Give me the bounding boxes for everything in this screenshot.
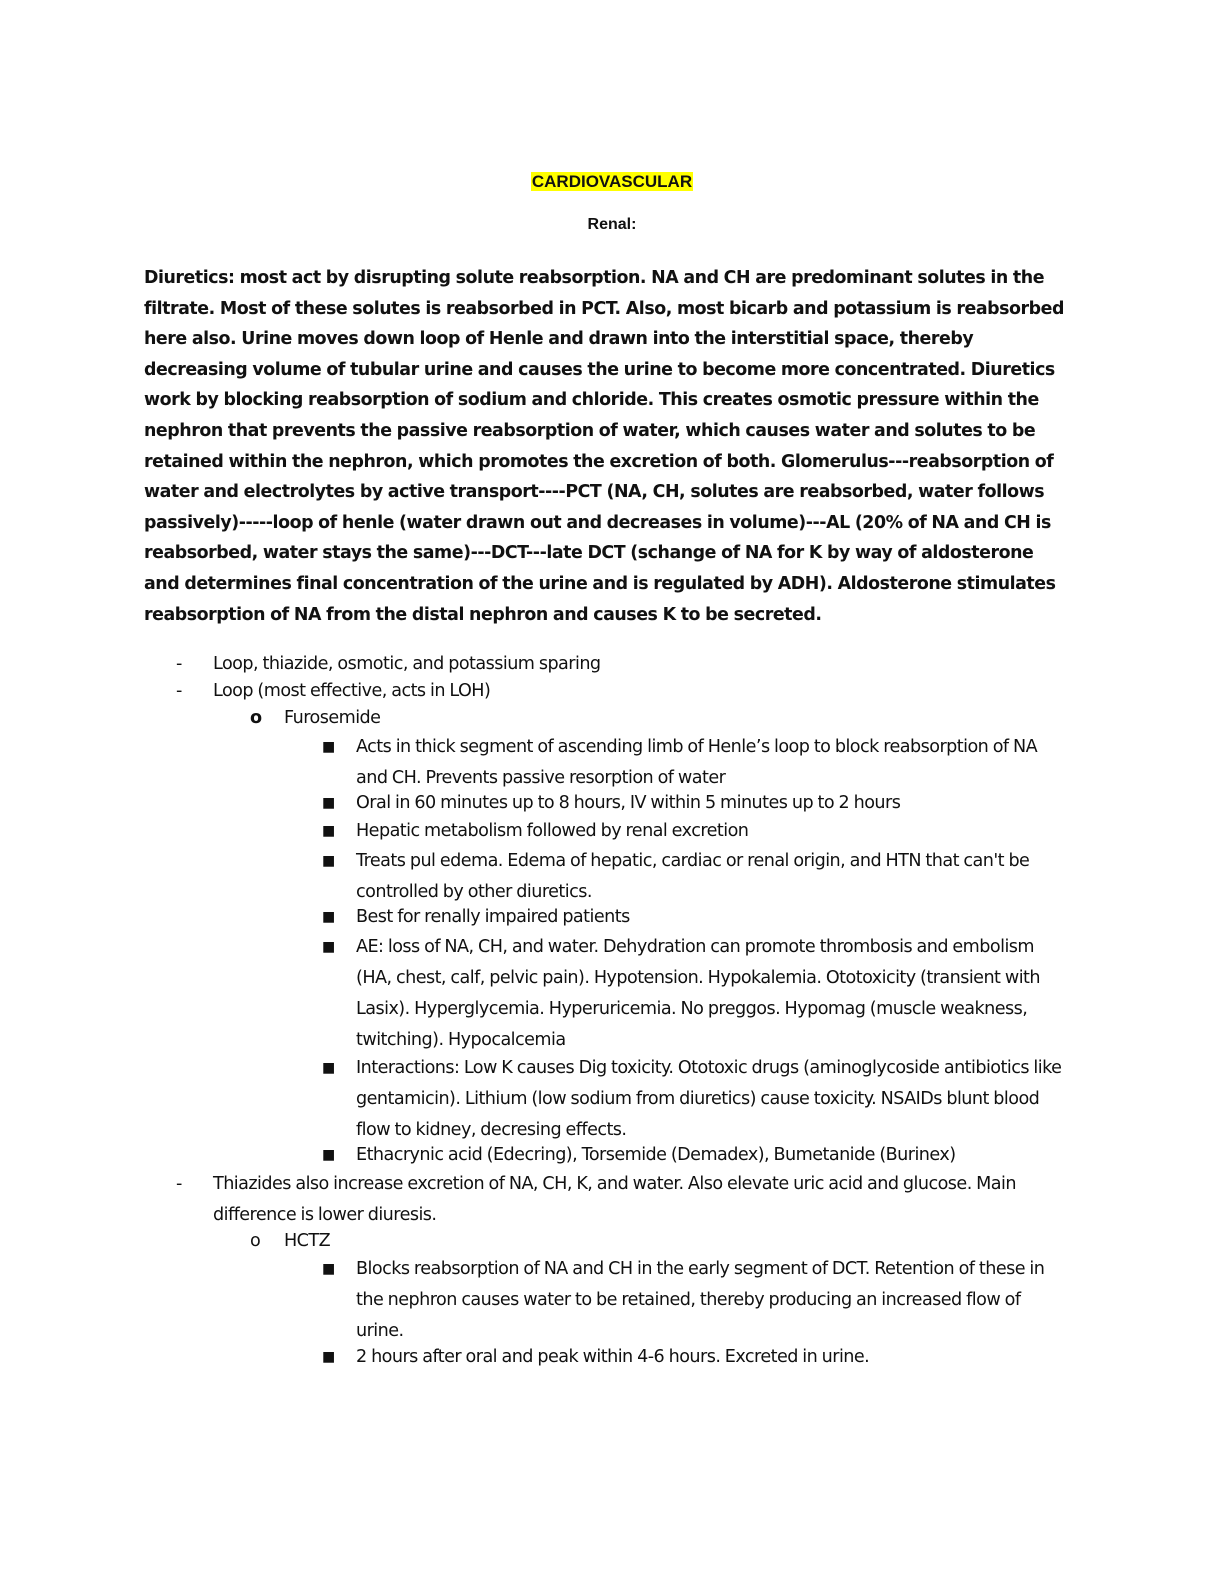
list-item-text: Ethacrynic acid (Edecring), Torsemide (Demadex), Bumetanide (Burinex) bbox=[356, 1145, 956, 1165]
list-item-text: 2 hours after oral and peak within 4-6 hours. Excreted in urine. bbox=[356, 1347, 870, 1367]
circle-bullet: o bbox=[250, 708, 262, 728]
dash-bullet: - bbox=[176, 681, 182, 701]
square-bullet: ■ bbox=[322, 823, 335, 839]
list-item-text: Hepatic metabolism followed by renal excretion bbox=[356, 821, 749, 841]
page-title bbox=[0, 171, 1224, 193]
square-bullet: ■ bbox=[322, 739, 335, 755]
list-item-text: HCTZ bbox=[284, 1231, 331, 1251]
intro-paragraph: Diuretics: most act by disrupting solute reabsorption. NA and CH are predominant solutes in the filtrate. Most of these solutes is reabsorbed in PCT. Also, most bicarb and potassium is reabsorbed here also. Urine moves down loop of Henle and drawn into the interstitial space, thereby decreasing volume of tubular urine and causes the urine to become more concentrated. Diuretics work by blocking reabsorption of sodium and chloride. This creates osmotic pressure within the nephron that prevents the passive reabsorption of water, which causes water and solutes to be retained within the nephron, which promotes the excretion of both. Glomerulus---reabsorption of water and electrolytes by active transport----PCT (NA, CH, solutes are reabsorbed, water follows passively)-----loop of henle (water drawn out and decreases in volume)---AL (20% of NA and CH is reabsorbed, water stays the same)---DCT---late DCT (schange of NA for K by way of aldosterone and determines final concentration of the urine and is regulated by ADH). Aldosterone stimulates reabsorption of NA from the distal nephron and causes K to be secreted. bbox=[144, 268, 1065, 625]
square-bullet: ■ bbox=[322, 1349, 335, 1365]
list-item-text: Loop, thiazide, osmotic, and potassium sparing bbox=[213, 654, 601, 674]
square-bullet: ■ bbox=[322, 1147, 335, 1163]
square-bullet: ■ bbox=[322, 795, 335, 811]
list-item-text: Acts in thick segment of ascending limb of Henle’s loop to block reabsorption of NA and CH. Prevents passive resorption of water bbox=[356, 737, 1038, 788]
list-item-text: Interactions: Low K causes Dig toxicity. Ototoxic drugs (aminoglycoside antibiotics like gentamicin). Lithium (low sodium from diuretics) cause toxicity. NSAIDs blunt blood flow to kidney, decresing effects. bbox=[356, 1058, 1062, 1140]
square-bullet: ■ bbox=[322, 909, 335, 925]
list-item-text: Furosemide bbox=[284, 708, 381, 728]
section-subtitle: Renal: bbox=[587, 216, 637, 233]
list-item-text: Treats pul edema. Edema of hepatic, cardiac or renal origin, and HTN that can't be controlled by other diuretics. bbox=[356, 851, 1030, 902]
page-title-text: CARDIOVASCULAR bbox=[531, 172, 693, 191]
square-bullet: ■ bbox=[322, 939, 335, 955]
list-item-text: Blocks reabsorption of NA and CH in the early segment of DCT. Retention of these in the nephron causes water to be retained, thereby producing an increased flow of urine. bbox=[356, 1259, 1045, 1341]
square-bullet: ■ bbox=[322, 1060, 335, 1076]
list-item-text: Thiazides also increase excretion of NA, CH, K, and water. Also elevate uric acid and glucose. Main difference is lower diuresis. bbox=[213, 1174, 1016, 1225]
dash-bullet: - bbox=[176, 1174, 182, 1194]
list-item-text: Oral in 60 minutes up to 8 hours, IV within 5 minutes up to 2 hours bbox=[356, 793, 901, 813]
square-bullet: ■ bbox=[322, 1261, 335, 1277]
square-bullet: ■ bbox=[322, 853, 335, 869]
dash-bullet: - bbox=[176, 654, 182, 674]
list-item-text: AE: loss of NA, CH, and water. Dehydration can promote thrombosis and embolism (HA, chest, calf, pelvic pain). Hypotension. Hypokalemia. Ototoxicity (transient with Lasix). Hyperglycemia. Hyperuricemia. No preggos. Hypomag (muscle weakness, twitching). Hypocalcemia bbox=[356, 937, 1040, 1050]
list-item-text: Best for renally impaired patients bbox=[356, 907, 630, 927]
circle-bullet: o bbox=[250, 1231, 261, 1251]
list-item-text: Loop (most effective, acts in LOH) bbox=[213, 681, 491, 701]
